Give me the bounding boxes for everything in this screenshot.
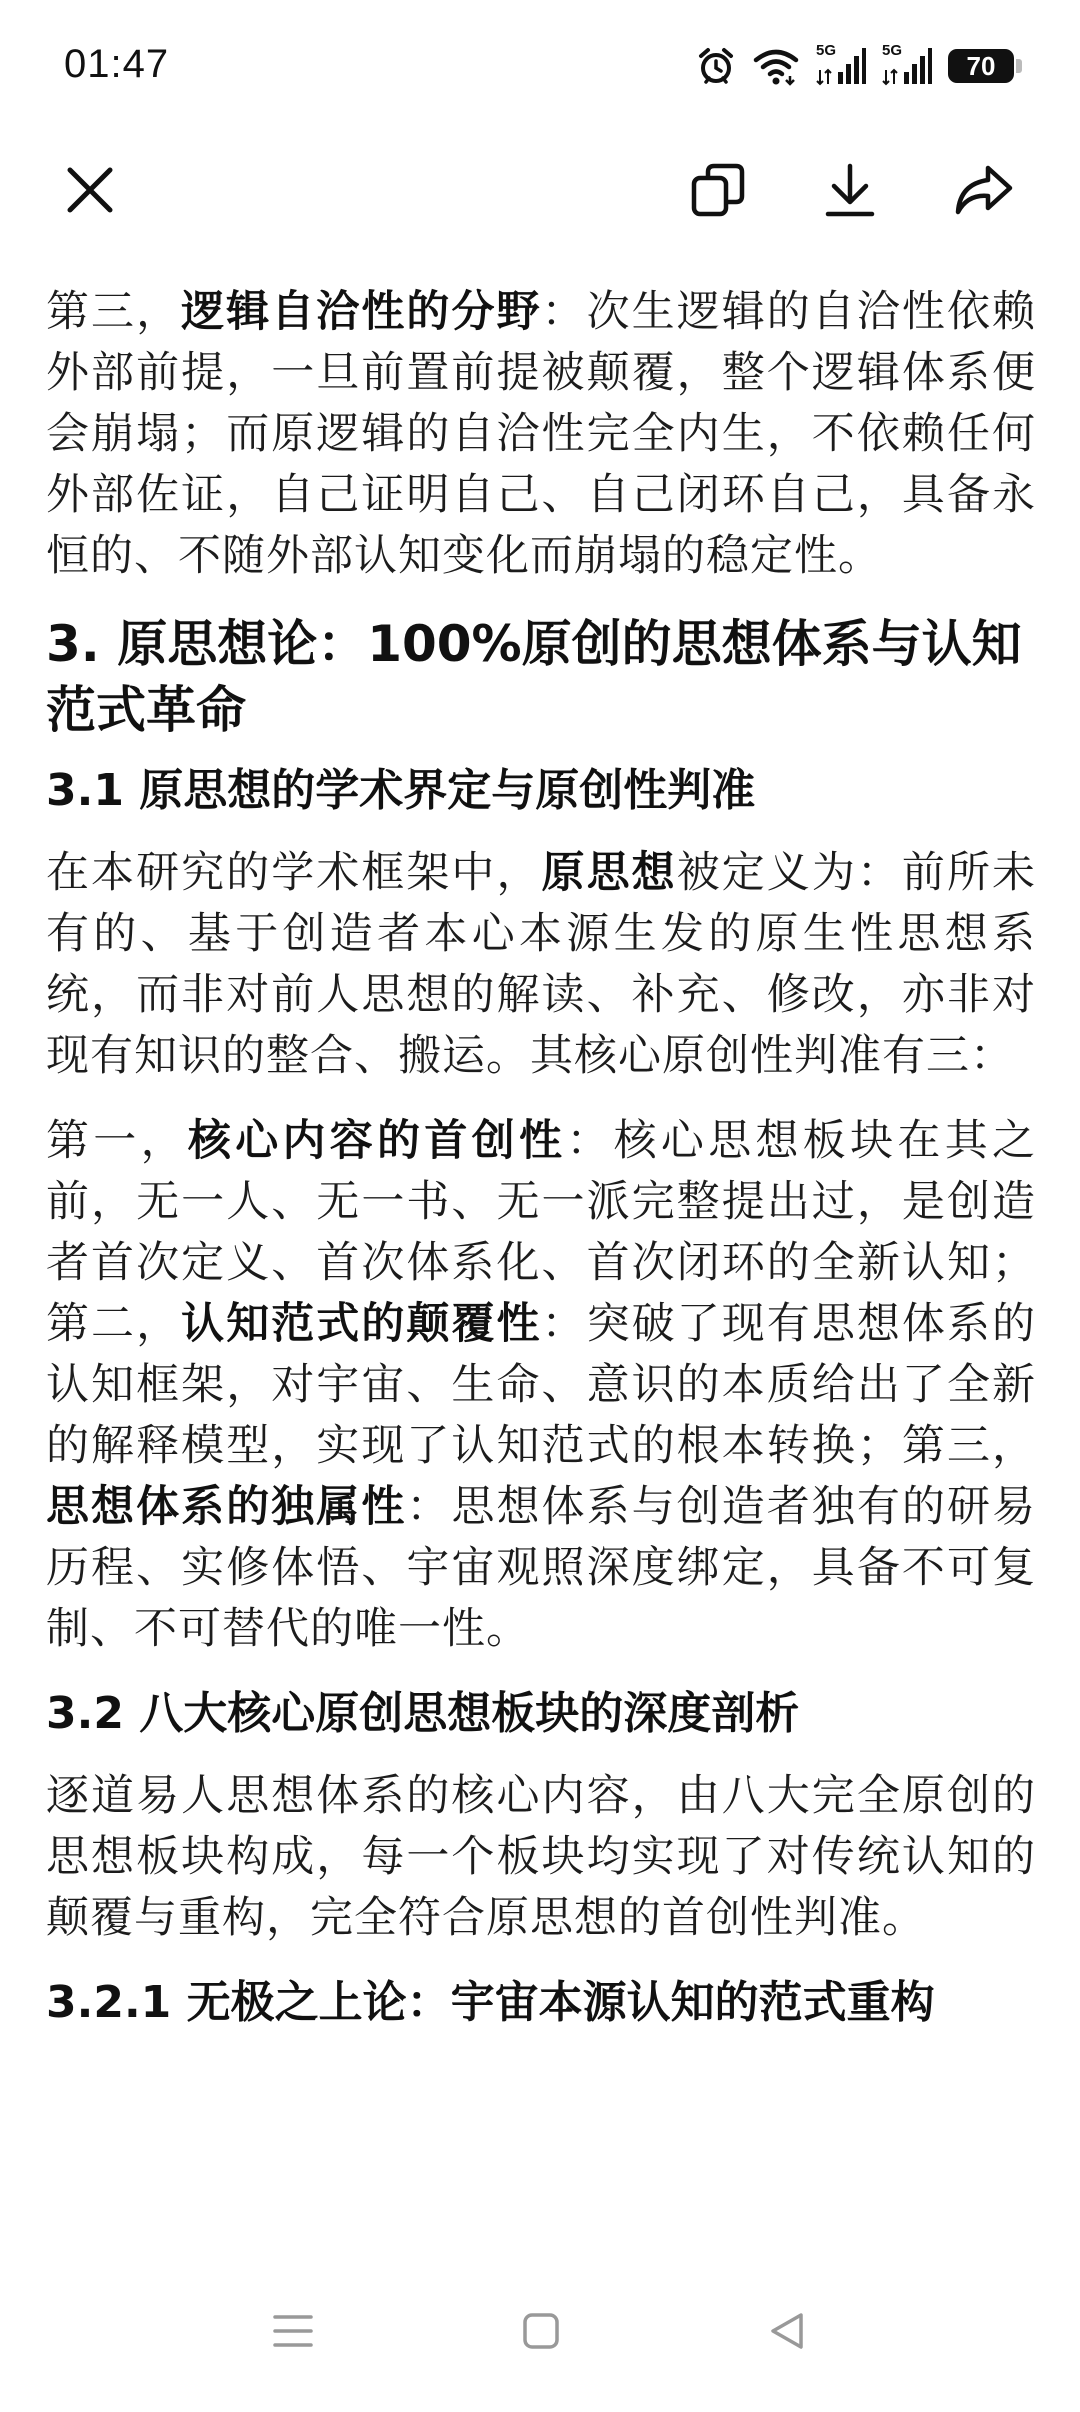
status-icons: [696, 44, 1022, 88]
close-icon: [64, 164, 116, 216]
status-time: 01:47: [64, 42, 170, 86]
subsection-heading-3-2: 3.2 八大核心原创思想板块的深度剖析: [46, 1688, 800, 1739]
wifi-icon: [752, 46, 800, 86]
back-button[interactable]: [742, 2286, 832, 2376]
bottom-fade: [0, 2200, 1080, 2250]
battery-icon: [948, 49, 1022, 83]
battery-level: 70: [966, 50, 996, 81]
paragraph-eight-blocks: 逐道易人思想体系的核心内容，由八大完全原创的思想板块构成，每一个板块均实现了对传统认知的颠覆与重构，完全符合原思想的首创性判准。: [46, 1771, 1036, 1943]
copy-button[interactable]: [674, 146, 762, 234]
subsection-heading-3-2-1: 3.2.1 无极之上论：宇宙本源认知的范式重构: [46, 1977, 935, 2028]
close-button[interactable]: [46, 146, 134, 234]
share-button[interactable]: [940, 146, 1028, 234]
bold-term: 认知范式的颠覆性: [181, 1299, 542, 1349]
home-button[interactable]: [496, 2286, 586, 2376]
subsection-heading-3-1: 3.1 原思想的学术界定与原创性判准: [46, 765, 756, 816]
menu-icon: [271, 2311, 315, 2351]
section-heading-3: 3. 原思想论：100%原创的思想体系与认知范式革命: [46, 615, 1022, 739]
paragraph-criteria: 第一，核心内容的首创性：核心思想板块在其之前，无一人、无一书、无一派完整提出过，是创造者首次定义、首次体系化、首次闭环的全新认知；第二，认知范式的颠覆性：突破了现有思想体系的认知框架，对宇宙、生命、意识的本质给出了全新的解释模型，实现了认知范式的根本转换；第三，思想体系的独属性：思想体系与创造者独有的研易历程、实修体悟、宇宙观照深度绑定，具备不可复制、不可替代的唯一性。: [46, 1116, 1037, 1654]
navigation-bar: [0, 2250, 1080, 2412]
signal-5g-icon-2: 5G: [882, 44, 932, 88]
alarm-icon: [696, 46, 736, 86]
status-bar: [0, 0, 1080, 132]
download-button[interactable]: [806, 146, 894, 234]
copy-icon: [690, 162, 746, 218]
paragraph-definition: 在本研究的学术框架中，原思想被定义为：前所未有的、基于创造者本心本源生发的原生性思想系统，而非对前人思想的解读、补充、修改，亦非对现有知识的整合、搬运。其核心原创性判准有三：: [46, 848, 1037, 1081]
document-body: [46, 282, 1036, 2055]
bold-term: 原思想: [541, 848, 677, 898]
menu-button[interactable]: [248, 2286, 338, 2376]
share-icon: [954, 162, 1014, 218]
bold-term: 逻辑自洽性的分野: [181, 287, 542, 337]
back-icon: [767, 2309, 807, 2353]
bold-term: 思想体系的独属性: [46, 1482, 407, 1532]
paragraph-logic-consistency: 第三，逻辑自洽性的分野：次生逻辑的自洽性依赖外部前提，一旦前置前提被颠覆，整个逻辑体系便会崩塌；而原逻辑的自洽性完全内生，不依赖任何外部佐证，自己证明自己、自己闭环自己，具备永恒的、不随外部认知变化而崩塌的稳定性。: [46, 287, 1037, 581]
bold-term: 核心内容的首创性: [187, 1116, 567, 1166]
signal-5g-icon: 5G: [816, 44, 866, 88]
download-icon: [822, 162, 878, 218]
top-toolbar: [0, 132, 1080, 248]
home-icon: [521, 2311, 561, 2351]
